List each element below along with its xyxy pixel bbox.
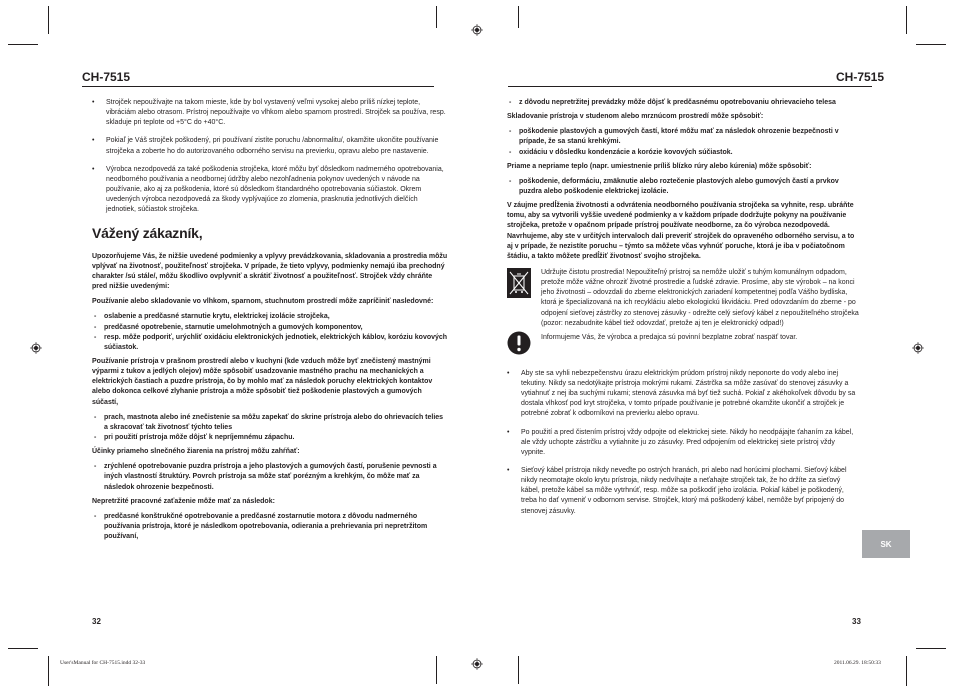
section-title: Vážený zákazník, — [92, 225, 203, 242]
list-item: - resp. môže podporiť, urýchliť oxidáciu elektronických jednotiek, elektrických káblov, koróziu kovových súčiastok. — [92, 333, 448, 353]
list-item: - oxidáciu v dôsledku kondenzácie a korózie kovových súčiastok. — [507, 148, 859, 158]
intro-paragraph: Upozorňujeme Vás, že nižšie uvedené podmienky a vplyvy prevádzkovania, skladovania a prostredia môžu vplývať na životnosť, použiteľnosť strojčeka. V prípade, že tieto vplyvy, podmienky nemajú iba prechodný charakter /sú stále/, môžu škodlivo ovplyvniť a skrátiť životnosť a použiteľnosť. Strojček vždy chráňte pred nižšie uvedenými: — [92, 252, 448, 291]
page-number-right: 33 — [852, 617, 861, 626]
exclamation-icon — [507, 331, 531, 355]
cold-paragraph: Skladovanie prístroja v studenom alebo mrznúcom prostredí môže spôsobiť: — [507, 113, 764, 121]
right-bullet-list — [507, 369, 859, 517]
crop-mark — [916, 44, 946, 45]
crop-mark — [436, 6, 437, 28]
crop-mark — [518, 656, 519, 684]
left-column — [92, 98, 448, 546]
crop-mark — [436, 656, 437, 684]
left-bullet-list — [92, 98, 448, 215]
list-item: • Pokiaľ je Váš strojček poškodený, pri používaní zistíte poruchu /abnormalitu/, okamžite ukončite používanie strojčeka a zoberte ho do autorizovaného odborného servisu na previerku, opravu alebo pre nastavenie. — [92, 136, 448, 156]
right-column — [507, 98, 859, 525]
list-item: • Strojček nepoužívajte na takom mieste, kde by bol vystavený veľmi vysokej alebo príliš nízkej teplote, vibráciám alebo otrasom. Prístroj nepoužívajte vo vlhkom alebo sparnom prostredí. Strojček sa používa, resp. skladuje pri teplote od +5°C do +40°C. — [92, 98, 448, 128]
crop-mark — [518, 6, 519, 28]
list-item: - predčasné opotrebenie, starnutie umelohmotných a gumových komponentov, — [92, 323, 448, 333]
registration-mark-icon — [30, 342, 42, 354]
sun-paragraph: Účinky priameho slnečného žiarenia na prístroj môžu zahŕňať: — [92, 448, 300, 456]
info-text: Informujeme Vás, že výrobca a predajca sú povinní bezplatne zobrať naspäť tovar. — [541, 333, 798, 341]
list-item: • Sieťový kábel prístroja nikdy neveďte po ostrých hranách, pri alebo nad horúcimi plochami. Sieťový kábel nikdy neomotajte okolo krytu prístroja, nikdy nedvíhajte a neťahajte strojček tak, že ho držíte za sieťový kábel, pretože kábel sa môže vytrhnúť, resp. môže sa poškodiť jeho izolácia. Pokiaľ kábel je poškodený, treba ho dať vymeniť v odbornom servise. Strojček, ktorý má poškodený kábel, nemôže byť pripojený do stenovej zásuvky. — [507, 466, 859, 517]
dust-list — [92, 413, 448, 443]
list-item: - poškodenie, deformáciu, zmäknutie alebo roztečenie plastových alebo gumových častí a prvkov puzdra alebo poškodenie elektrickej izolácie. — [507, 177, 859, 197]
info-notice — [507, 333, 859, 359]
heat-list — [507, 177, 859, 197]
cold-list — [507, 127, 859, 157]
registration-mark-icon — [912, 342, 924, 354]
list-item: - z dôvodu nepretržitej prevádzky môže dôjsť k predčasnému opotrebovaniu ohrievacieho telesa — [507, 98, 859, 108]
crop-mark — [48, 656, 49, 686]
list-item: - poškodenie plastových a gumových častí, ktoré môžu mať za následok ohrozenie bezpečnosti v prípade, že sa stanú krehkými. — [507, 127, 859, 147]
header-rule-right — [508, 86, 872, 87]
model-header-left: CH-7515 — [82, 70, 131, 84]
humid-list — [92, 312, 448, 353]
recycle-notice — [507, 268, 859, 329]
load-paragraph: Nepretržité pracovné zaťaženie môže mať za následok: — [92, 497, 275, 505]
crop-mark — [8, 44, 38, 45]
dust-paragraph: Používanie prístroja v prašnom prostredí alebo v kuchyni (kde vzduch môže byť znečistený mastnými výparmi z tukov a jedlých olejov) môže spôsobiť usadzovanie mastného prachu na mechanických a elektrických častiach a puzdre prístroja, čo by mohlo mať za následok poruchy elektrických kontaktov alebo dokonca celkové zlyhanie prístroja a môže spôsobiť tiež poškodenie plastových a gumových súčastí, — [92, 357, 433, 406]
list-item: • Aby ste sa vyhli nebezpečenstvu úrazu elektrickým prúdom prístroj nikdy neponorte do vody alebo inej tekutiny. Nikdy sa nedotýkajte prístroja mokrými rukami. Zástrčka sa môže zasúvať do stenovej zásuvky a vytiahnuť z nej iba suchými rukami; stenová zásuvka má byť tiež suchá. Pokiaľ z akéhokoľvek dôvodu by sa dostala vlhkosť pod kryt strojčeka, v tomto prípade používanie je potrebné okamžite ukončiť a strojček je potrebné zobrať k odborníkovi na previerku alebo opravu. — [507, 369, 859, 420]
list-item: • Po použití a pred čistením prístroj vždy odpojte od elektrickej siete. Nikdy ho neodpájajte ťahaním za kábel, ale vždy uchopte zástrčku a vytiahnite ju zo zásuvky. Pred odpojením od elektrickej siete prístroj vždy vypnite. — [507, 428, 859, 458]
crop-mark — [8, 648, 38, 649]
language-tab: SK — [862, 530, 910, 558]
crop-mark — [906, 6, 907, 34]
top-list — [507, 98, 859, 108]
crop-mark — [48, 6, 49, 34]
list-item: - predčasné konštrukčné opotrebovanie a predčasné zostarnutie motora z dôvodu nadmerného používania prístroja, ktoré je následkom opotrebovania, odierania a prehrievania pri nepretržitom používaní, — [92, 512, 448, 542]
load-list — [92, 512, 448, 542]
list-item: • Výrobca nezodpovedá za také poškodenia strojčeka, ktoré môžu byť dôsledkom nadmerného opotrebovania, neodborného používania a neodbornej údržby alebo nezohľadnenia pokynov uvedených v návode na používanie, ako aj za poškodenia, ktoré sú dôsledkom štandardného opotrebovania súčiastok. Okrem uvedených výrobca nezodpovedá za škody vyplývajúce zo zlomenia, prasknutia jednotlivých dielčích jednotiek, súčiastok strojčeka. — [92, 165, 448, 216]
page-number-left: 32 — [92, 617, 101, 626]
registration-mark-icon — [471, 658, 483, 670]
list-item: - zrýchlené opotrebovanie puzdra prístroja a jeho plastových a gumových častí, porušenie pevnosti a iných vlastností štruktúry. Povrch prístroja sa môže stať porézným a krehkým, čo môže mať za následok ohrozenie bezpečnosti. — [92, 462, 448, 492]
footer-timestamp: 2011.06.29. 18:50:33 — [834, 660, 881, 666]
sun-list — [92, 462, 448, 492]
model-header-right: CH-7515 — [836, 70, 885, 84]
registration-mark-icon — [471, 24, 483, 36]
crop-mark — [906, 656, 907, 686]
humid-paragraph: Používanie alebo skladovanie vo vlhkom, sparnom, stuchnutom prostredí môže zapríčiniť nasledovné: — [92, 298, 434, 306]
list-item: - oslabenie a predčasné starnutie krytu, elektrickej izolácie strojčeka, — [92, 312, 448, 322]
recycle-text: Udržujte čistotu prostredia! Nepoužiteľný prístroj sa nemôže uložiť s tuhým komunálnym odpadom, pretože môže vážne ohroziť životné prostredie a ľudské zdravie. Prosíme, aby ste výrobok – na konci jeho životnosti – odovzdali do zberne elektronických zariadení kompetentnej podľa Vášho bydliska, ktorá je špecializovaná na ich recykláciu alebo ekologickú likvidáciu. Pred odovzdaním do zberne - po odpojení sieťovej zástrčky zo stenovej zásuvky - odrežte celý sieťový kábel z nepoužiteľného strojčeka (pozor: nezabudnite kábel tiež odovzdať, pretože aj ten je elektronický odpad!) — [541, 268, 859, 327]
crop-mark — [916, 648, 946, 649]
list-item: - prach, mastnota alebo iné znečistenie sa môžu zapekať do skrine prístroja alebo do ohrievacích telies a skracovať tak životnosť týchto telies — [92, 413, 448, 433]
lifetime-paragraph: V záujme predĺženia životnosti a odvrátenia neodborného používania strojčeka sa vyhnite, resp. ubráňte tomu, aby sa vytvorili vyššie uvedené podmienky a v každom prípade dodržujte pokyny na používanie strojčeka, pretože v opačnom prípade prístroj používate neodborne, za čo výrobca nezodpovedá. Navrhujeme, aby ste v určitých intervaloch dali preveriť strojček do opraveného odborného servisu, a to aj v prípade, že nezistíte poruchu – týmto sa môžete včas vyhnúť poruche, ktorá je iba v počiatočnom štádiu, a takto môžete predĺžiť životnosť svojho strojčeka. — [507, 202, 855, 260]
footer-filename: User'sManual for CH-7515.indd 32-33 — [60, 660, 146, 666]
crossed-bin-icon — [507, 268, 531, 298]
heat-paragraph: Priame a nepriame teplo (napr. umiestnenie príliš blízko rúry alebo kúrenia) môže spôsobiť: — [507, 162, 812, 170]
header-rule-left — [82, 86, 434, 87]
list-item: - pri použití prístroja môže dôjsť k nepríjemnému zápachu. — [92, 433, 448, 443]
